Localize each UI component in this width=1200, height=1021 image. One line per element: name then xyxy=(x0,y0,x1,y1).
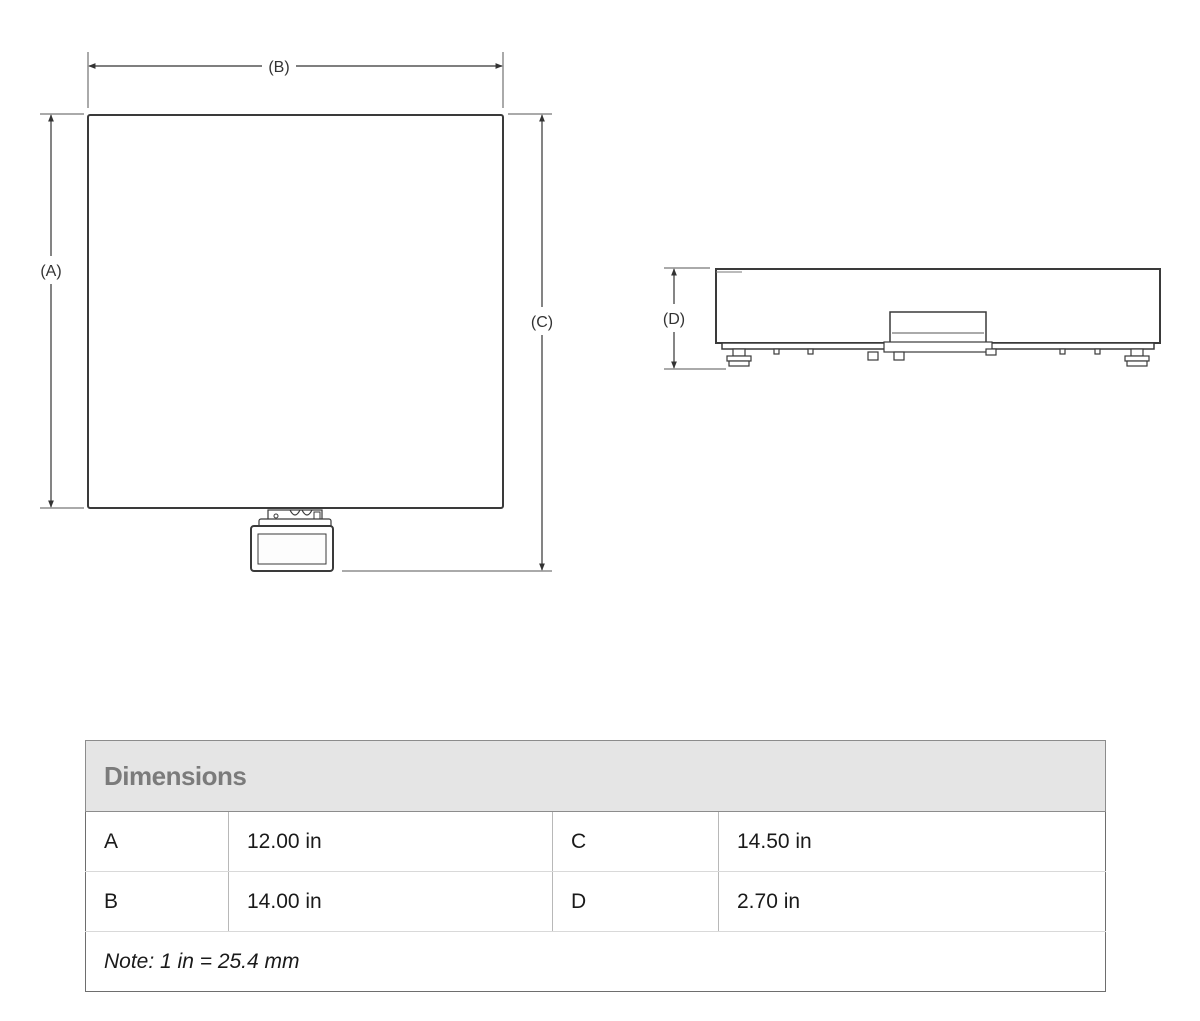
dim-b-label: (B) xyxy=(268,59,290,76)
indicator-display-side xyxy=(890,312,986,344)
note-row xyxy=(86,932,1106,992)
table-row xyxy=(86,872,1106,932)
dim-label-cell: A xyxy=(86,812,229,872)
top-view xyxy=(40,52,553,571)
indicator-top-view xyxy=(251,510,333,571)
dim-label-cell: B xyxy=(86,872,229,932)
table-title: Dimensions xyxy=(86,741,1106,812)
dim-label-cell: D xyxy=(553,872,719,932)
table-row xyxy=(86,812,1106,872)
dim-value-cell: 12.00 in xyxy=(229,812,553,872)
conversion-note: Note: 1 in = 25.4 mm xyxy=(86,932,1106,992)
dimensions-table xyxy=(85,740,1106,992)
dim-d-label: (D) xyxy=(662,311,686,328)
dim-value-cell: 14.50 in xyxy=(719,812,1106,872)
side-view xyxy=(663,268,1160,369)
platform-top-view xyxy=(88,115,503,508)
dim-label-cell: C xyxy=(553,812,719,872)
dim-value-cell: 2.70 in xyxy=(719,872,1106,932)
dim-a-label: (A) xyxy=(40,263,62,280)
table-header-row xyxy=(86,741,1106,812)
dim-c-label: (C) xyxy=(530,314,554,331)
dim-value-cell: 14.00 in xyxy=(229,872,553,932)
